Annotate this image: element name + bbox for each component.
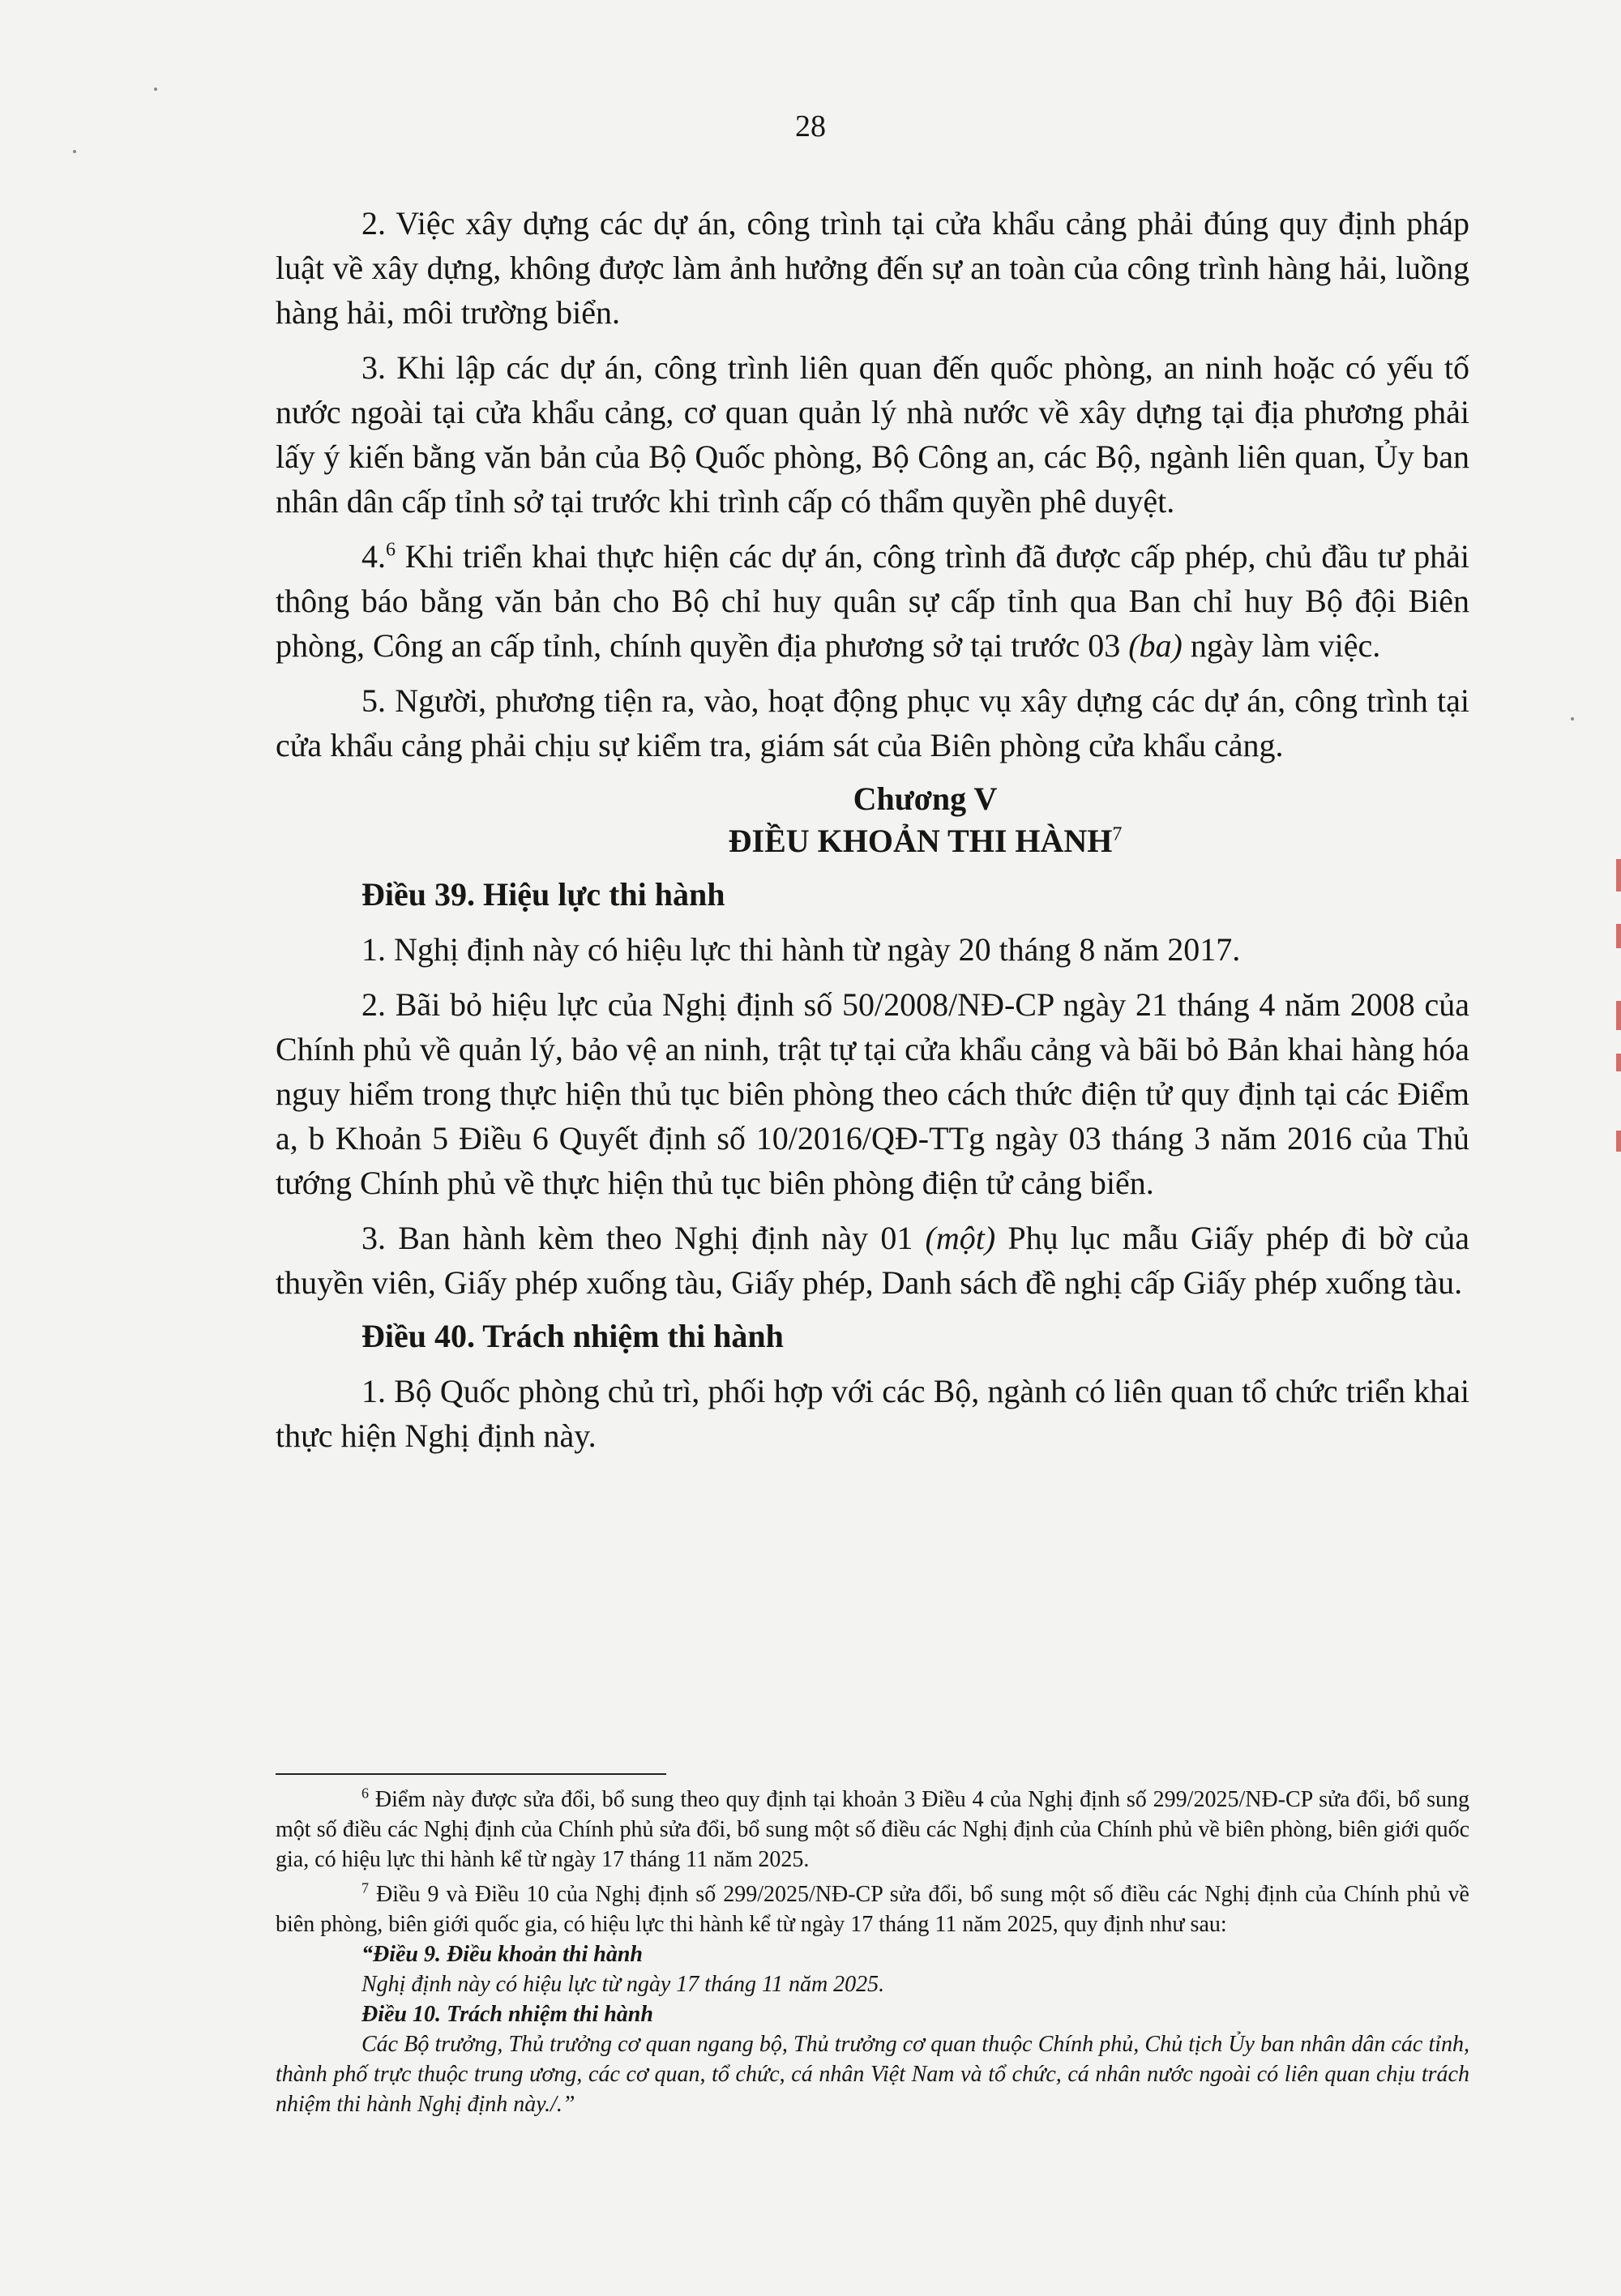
chapter-title: [276, 820, 1469, 862]
footnote-separator: [276, 1773, 666, 1775]
page-number: 28: [795, 109, 826, 143]
scan-edge-mark: [1616, 859, 1621, 891]
clause-4-number: 4.: [361, 538, 386, 575]
scan-edge-mark: [1616, 1054, 1621, 1071]
quote-article-9-text: Nghị định này có hiệu lực từ ngày 17 tháng 11 năm 2025.: [361, 1972, 885, 1997]
article-40-clause-1: 1. Bộ Quốc phòng chủ trì, phối hợp với các Bộ, ngành có liên quan tổ chức triển khai thực hiện Nghị định này.: [276, 1373, 1469, 1454]
chapter-heading: [276, 778, 1469, 862]
footnote-ref-6[interactable]: 6: [386, 539, 396, 561]
article-39-clause-3: [276, 1216, 1469, 1305]
clause-4-text-after: ngày làm việc.: [1182, 627, 1381, 664]
article-39-clause-3-after: Phụ lục mẫu Giấy phép đi bờ của thuyền viên, Giấy phép xuống tàu, Giấy phép, Danh sách đề nghị cấp Giấy phép xuống tàu.: [276, 1220, 1470, 1301]
footnote-ref-7[interactable]: 7: [1112, 823, 1123, 845]
clause-3: 3. Khi lập các dự án, công trình liên quan đến quốc phòng, an ninh hoặc có yếu tố nước ngoài tại cửa khẩu cảng, cơ quan quản lý nhà nước về xây dựng tại địa phương phải lấy ý kiến bằng văn bản của Bộ Quốc phòng, Bộ Công an, các Bộ, ngành liên quan, Ủy ban nhân dân cấp tỉnh sở tại trước khi trình cấp có thẩm quyền phê duyệt.: [276, 349, 1469, 519]
clause-4: [276, 534, 1469, 668]
scan-speck: [1571, 717, 1574, 720]
article-40-heading: Điều 40. Trách nhiệm thi hành: [361, 1318, 784, 1354]
quote-article-9-heading: “Điều 9. Điều khoản thi hành: [361, 1942, 643, 1967]
clause-4-text-before: Khi triển khai thực hiện các dự án, công trình đã được cấp phép, chủ đầu tư phải thông báo bằng văn bản cho Bộ chỉ huy quân sự cấp tỉnh qua Ban chỉ huy Bộ đội Biên phòng, Công an cấp tỉnh, chính quyền địa phương sở tại trước 03: [276, 538, 1469, 664]
quote-article-10-text: Các Bộ trưởng, Thủ trưởng cơ quan ngang bộ, Thủ trưởng cơ quan thuộc Chính phủ, Chủ tịch Ủy ban nhân dân các tỉnh, thành phố trực thuộc trung ương, các cơ quan, tổ chức, cá nhân Việt Nam và tổ chức, cá nhân nước ngoài có liên quan chịu trách nhiệm thi hành Nghị định này./.”: [276, 2032, 1469, 2117]
footnote-7: [276, 1879, 1469, 1939]
chapter-label: Chương V: [853, 780, 998, 817]
chapter-title-text: ĐIỀU KHOẢN THI HÀNH: [728, 823, 1113, 859]
footnote-6: [276, 1785, 1469, 1875]
footnote-6-text: Điểm này được sửa đổi, bổ sung theo quy định tại khoản 3 Điều 4 của Nghị định số 299/2025/NĐ-CP sửa đổi, bổ sung một số điều các Nghị định của Chính phủ sửa đổi, bổ sung một số điều các Nghị định của Chính phủ về biên phòng, biên giới quốc gia, có hiệu lực thi hành kể từ ngày 17 tháng 11 năm 2025.: [276, 1787, 1469, 1872]
scan-edge-mark: [1616, 1131, 1621, 1152]
scan-edge-mark: [1616, 924, 1621, 948]
main-body: [276, 201, 1469, 1469]
clause-2: 2. Việc xây dựng các dự án, công trình tại cửa khẩu cảng phải đúng quy định pháp luật về xây dựng, không được làm ảnh hưởng đến sự an toàn của công trình hàng hải, luồng hàng hải, môi trường biển.: [276, 205, 1469, 331]
article-39-clause-3-before: 3. Ban hành kèm theo Nghị định này 01: [361, 1220, 926, 1256]
quote-article-10-heading: Điều 10. Trách nhiệm thi hành: [361, 2002, 653, 2027]
clause-4-italic: (ba): [1128, 627, 1183, 664]
footnote-7-mark: 7: [361, 1879, 369, 1896]
scan-speck: [73, 150, 76, 153]
footnote-7-text: Điều 9 và Điều 10 của Nghị định số 299/2025/NĐ-CP sửa đổi, bổ sung một số điều các Nghị định của Chính phủ về biên phòng, biên giới quốc gia, có hiệu lực thi hành kể từ ngày 17 tháng 11 năm 2025, quy định như sau:: [276, 1882, 1469, 1937]
article-39-clause-3-italic: (một): [925, 1220, 996, 1256]
footnote-6-mark: 6: [361, 1785, 369, 1802]
article-39-clause-2: 2. Bãi bỏ hiệu lực của Nghị định số 50/2008/NĐ-CP ngày 21 tháng 4 năm 2008 của Chính phủ về quản lý, bảo vệ an ninh, trật tự tại cửa khẩu cảng và bãi bỏ Bản khai hàng hóa nguy hiểm trong thực hiện thủ tục biên phòng theo cách thức điện tử quy định tại các Điểm a, b Khoản 5 Điều 6 Quyết định số 10/2016/QĐ-TTg ngày 03 tháng 3 năm 2016 của Thủ tướng Chính phủ về thực hiện thủ tục biên phòng điện tử cảng biển.: [276, 986, 1469, 1201]
footnotes: [276, 1785, 1469, 2119]
clause-5: 5. Người, phương tiện ra, vào, hoạt động phục vụ xây dựng các dự án, công trình tại cửa khẩu cảng phải chịu sự kiểm tra, giám sát của Biên phòng cửa khẩu cảng.: [276, 682, 1469, 763]
article-39-clause-1: 1. Nghị định này có hiệu lực thi hành từ ngày 20 tháng 8 năm 2017.: [361, 931, 1241, 968]
scan-speck: [154, 88, 157, 91]
article-39-heading: Điều 39. Hiệu lực thi hành: [361, 876, 725, 913]
scan-edge-mark: [1616, 1001, 1621, 1030]
